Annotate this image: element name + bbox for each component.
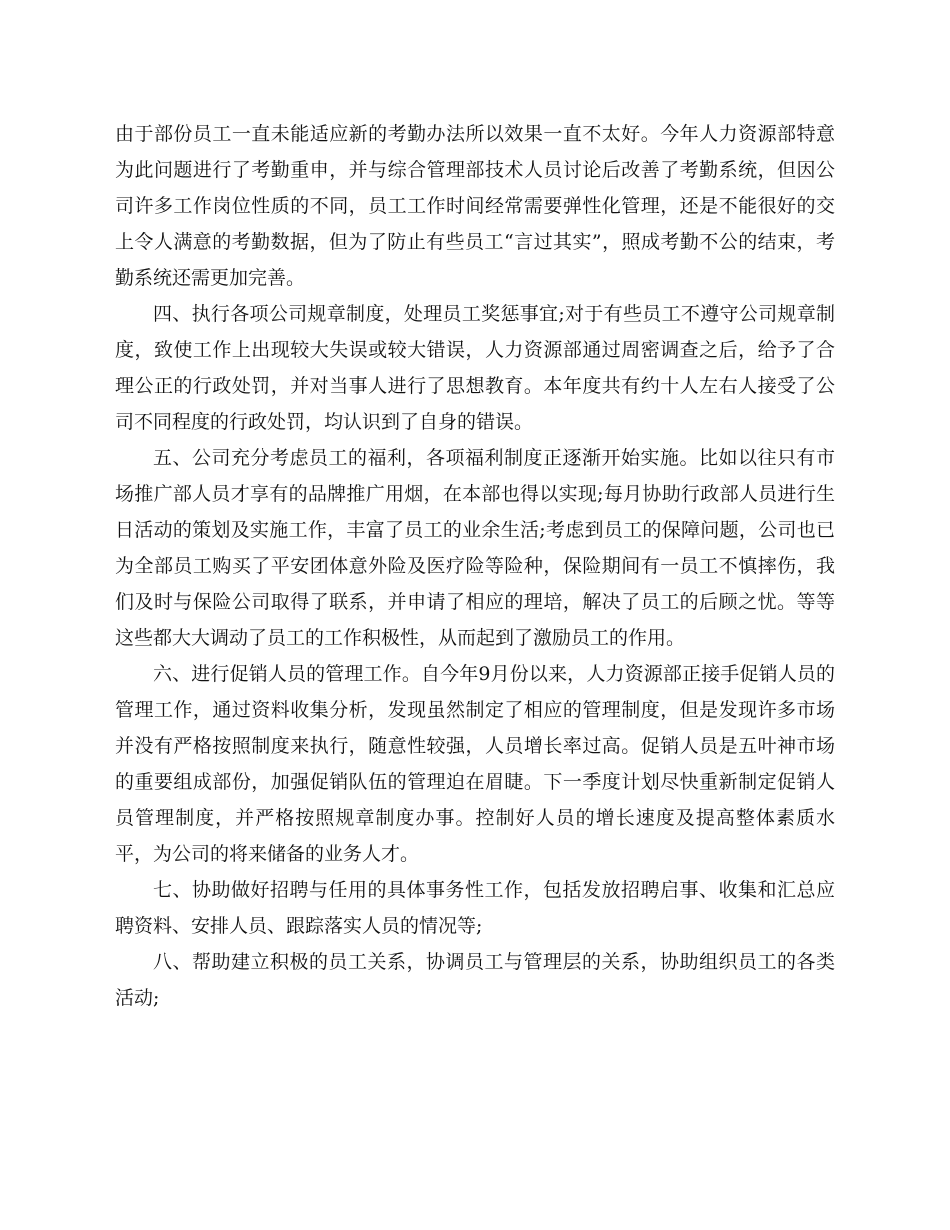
- paragraph-promoter-management: 六、进行促销人员的管理工作。自今年9月份以来，人力资源部正接手促销人员的管理工作，通过资料收集分析，发现虽然制定了相应的管理制度，但是发现许多市场并没有严格按照制度来执行，随意性较强，人员增长率过高。促销人员是五叶神市场的重要组成部份，加强促销队伍的管理迫在眉睫。下一季度计划尽快重新制定促销人员管理制度，并严格按照规章制度办事。控制好人员的增长速度及提高整体素质水平，为公司的将来储备的业务人才。: [115, 663, 835, 865]
- paragraph-welfare: 五、公司充分考虑员工的福利，各项福利制度正逐渐开始实施。比如以往只有市场推广部人员才享有的品牌推广用烟，在本部也得以实现;每月协助行政部人员进行生日活动的策划及实施工作，丰富了员工的业余生活;考虑到员工的保障问题，公司也已为全部员工购买了平安团体意外险及医疗险等险种，保险期间有一员工不慎摔伤，我们及时与保险公司取得了联系，并申请了相应的理培，解决了员工的后顾之忧。等等这些都大大调动了员工的工作积极性，从而起到了激励员工的作用。: [115, 447, 835, 649]
- paragraph-rules-discipline: 四、执行各项公司规章制度，处理员工奖惩事宜;对于有些员工不遵守公司规章制度，致使工作上出现较大失误或较大错误，人力资源部通过周密调查之后，给予了合理公正的行政处罚，并对当事人进行了思想教育。本年度共有约十人左右人接受了公司不同程度的行政处罚，均认识到了自身的错误。: [115, 303, 835, 433]
- paragraph-attendance: 由于部份员工一直未能适应新的考勤办法所以效果一直不太好。今年人力资源部特意为此问题进行了考勤重申，并与综合管理部技术人员讨论后改善了考勤系统，但因公司许多工作岗位性质的不同，员工工作时间经常需要弹性化管理，还是不能很好的交上令人满意的考勤数据，但为了防止有些员工“言过其实”，照成考勤不公的结束，考勤系统还需更加完善。: [115, 123, 835, 289]
- paragraph-employee-relations: 八、帮助建立积极的员工关系，协调员工与管理层的关系，协助组织员工的各类活动;: [115, 951, 835, 1009]
- paragraph-recruitment: 七、协助做好招聘与任用的具体事务性工作，包括发放招聘启事、收集和汇总应聘资料、安排人员、跟踪落实人员的情况等;: [115, 879, 835, 937]
